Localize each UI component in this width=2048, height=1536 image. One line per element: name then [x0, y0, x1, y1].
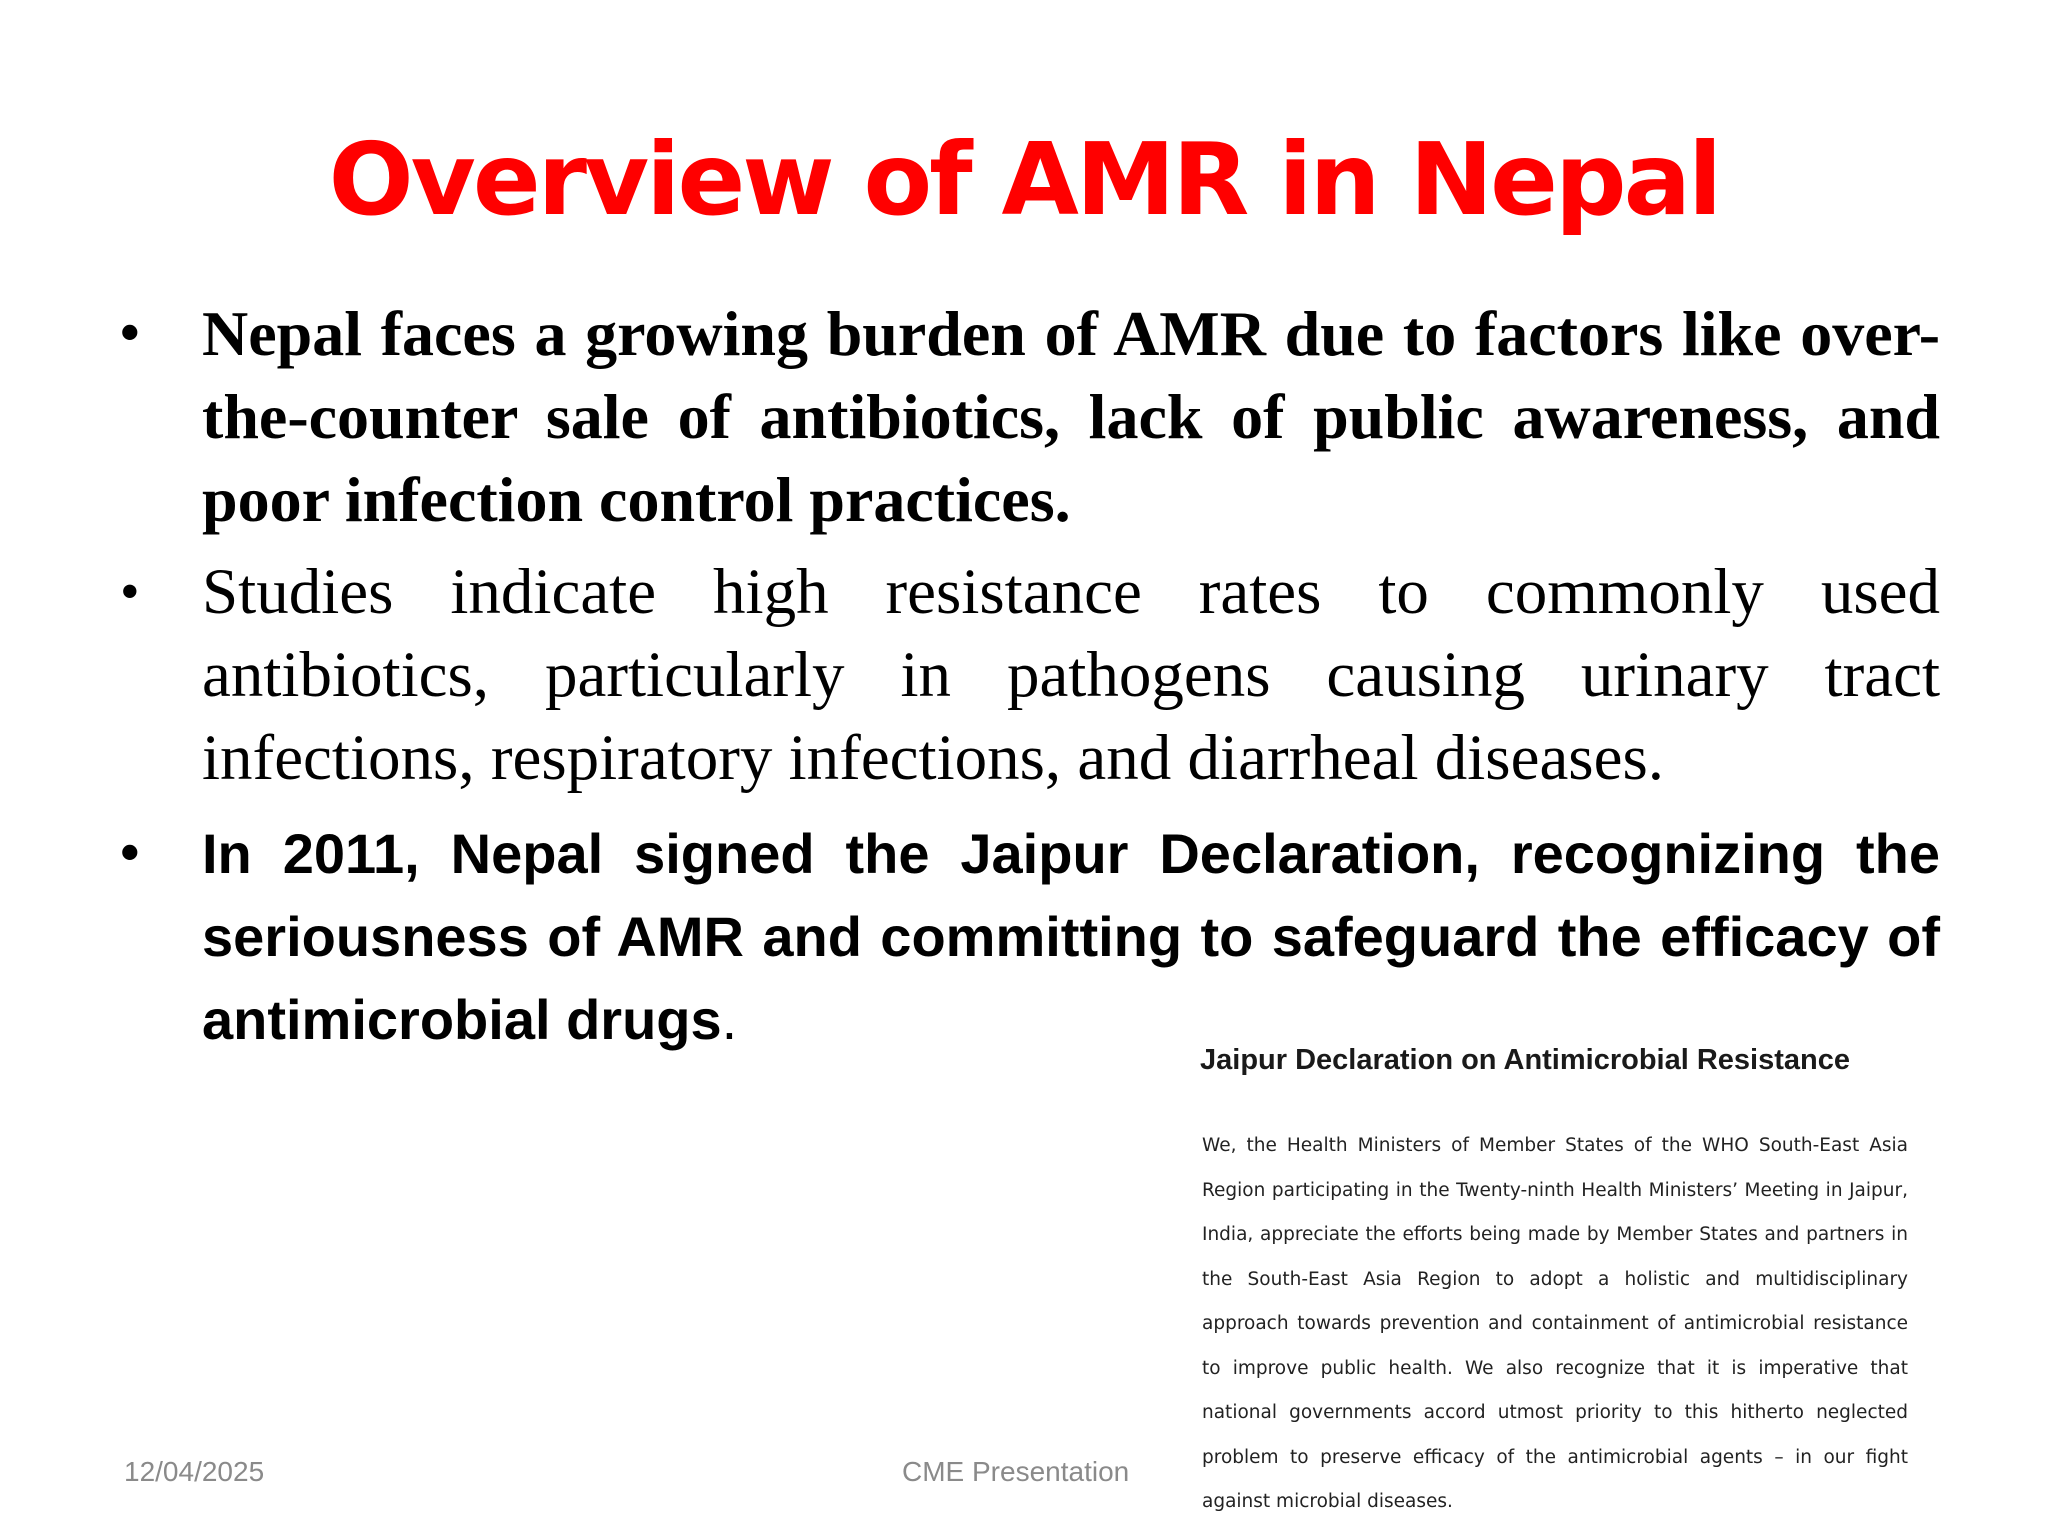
declaration-body: We, the Health Ministers of Member States of the WHO South-East Asia Region participating in the Twenty-ninth Health Ministers’ Meeting in Jaipur, India, appreciate the efforts being made by Member States and partners in the South-East Asia Region to adopt a holistic and multidisciplinary approach towards prevention and containment of antimicrobial resistance to improve public health. We also recognize that it is imperative that national governments accord utmost priority to this hitherto neglected problem to preserve efficacy of the antimicrobial agents – in our fight against microbial diseases. — [1202, 1135, 1908, 1512]
bullet-text-period: . — [721, 988, 738, 1051]
bullet-text: Studies indicate high resistance rates to commonly used antibiotics, particularly in pathogens causing urinary tract infections, respiratory infections, and diarrheal diseases. — [202, 556, 1940, 794]
slide-title: Overview of AMR in Nepal — [328, 121, 1720, 238]
footer-presentation-label: CME Presentation — [902, 1456, 1130, 1487]
declaration-heading: Jaipur Declaration on Antimicrobial Resistance — [1200, 1044, 1850, 1076]
bullet-item-jaipur-declaration — [120, 812, 1940, 1061]
footer-date: 12/04/2025 — [124, 1456, 265, 1487]
bullet-text: Nepal faces a growing burden of AMR due to factors like over-the-counter sale of antibiotics, lack of public awareness, and poor infection control practices. — [202, 298, 1940, 535]
bullet-dot-icon: • — [120, 302, 140, 364]
bullet-item-amr-burden — [120, 292, 1940, 541]
jaipur-declaration-image — [1188, 1030, 1928, 1536]
bullet-list — [120, 292, 1940, 1061]
bullet-dot-icon: • — [120, 561, 140, 623]
bullet-item-resistance-studies — [120, 551, 1940, 800]
bullet-text: In 2011, Nepal signed the Jaipur Declaration, recognizing the seriousness of AMR and committing to safeguard the efficacy of antimicrobial drugs — [202, 822, 1940, 1051]
bullet-dot-icon: • — [120, 822, 140, 884]
